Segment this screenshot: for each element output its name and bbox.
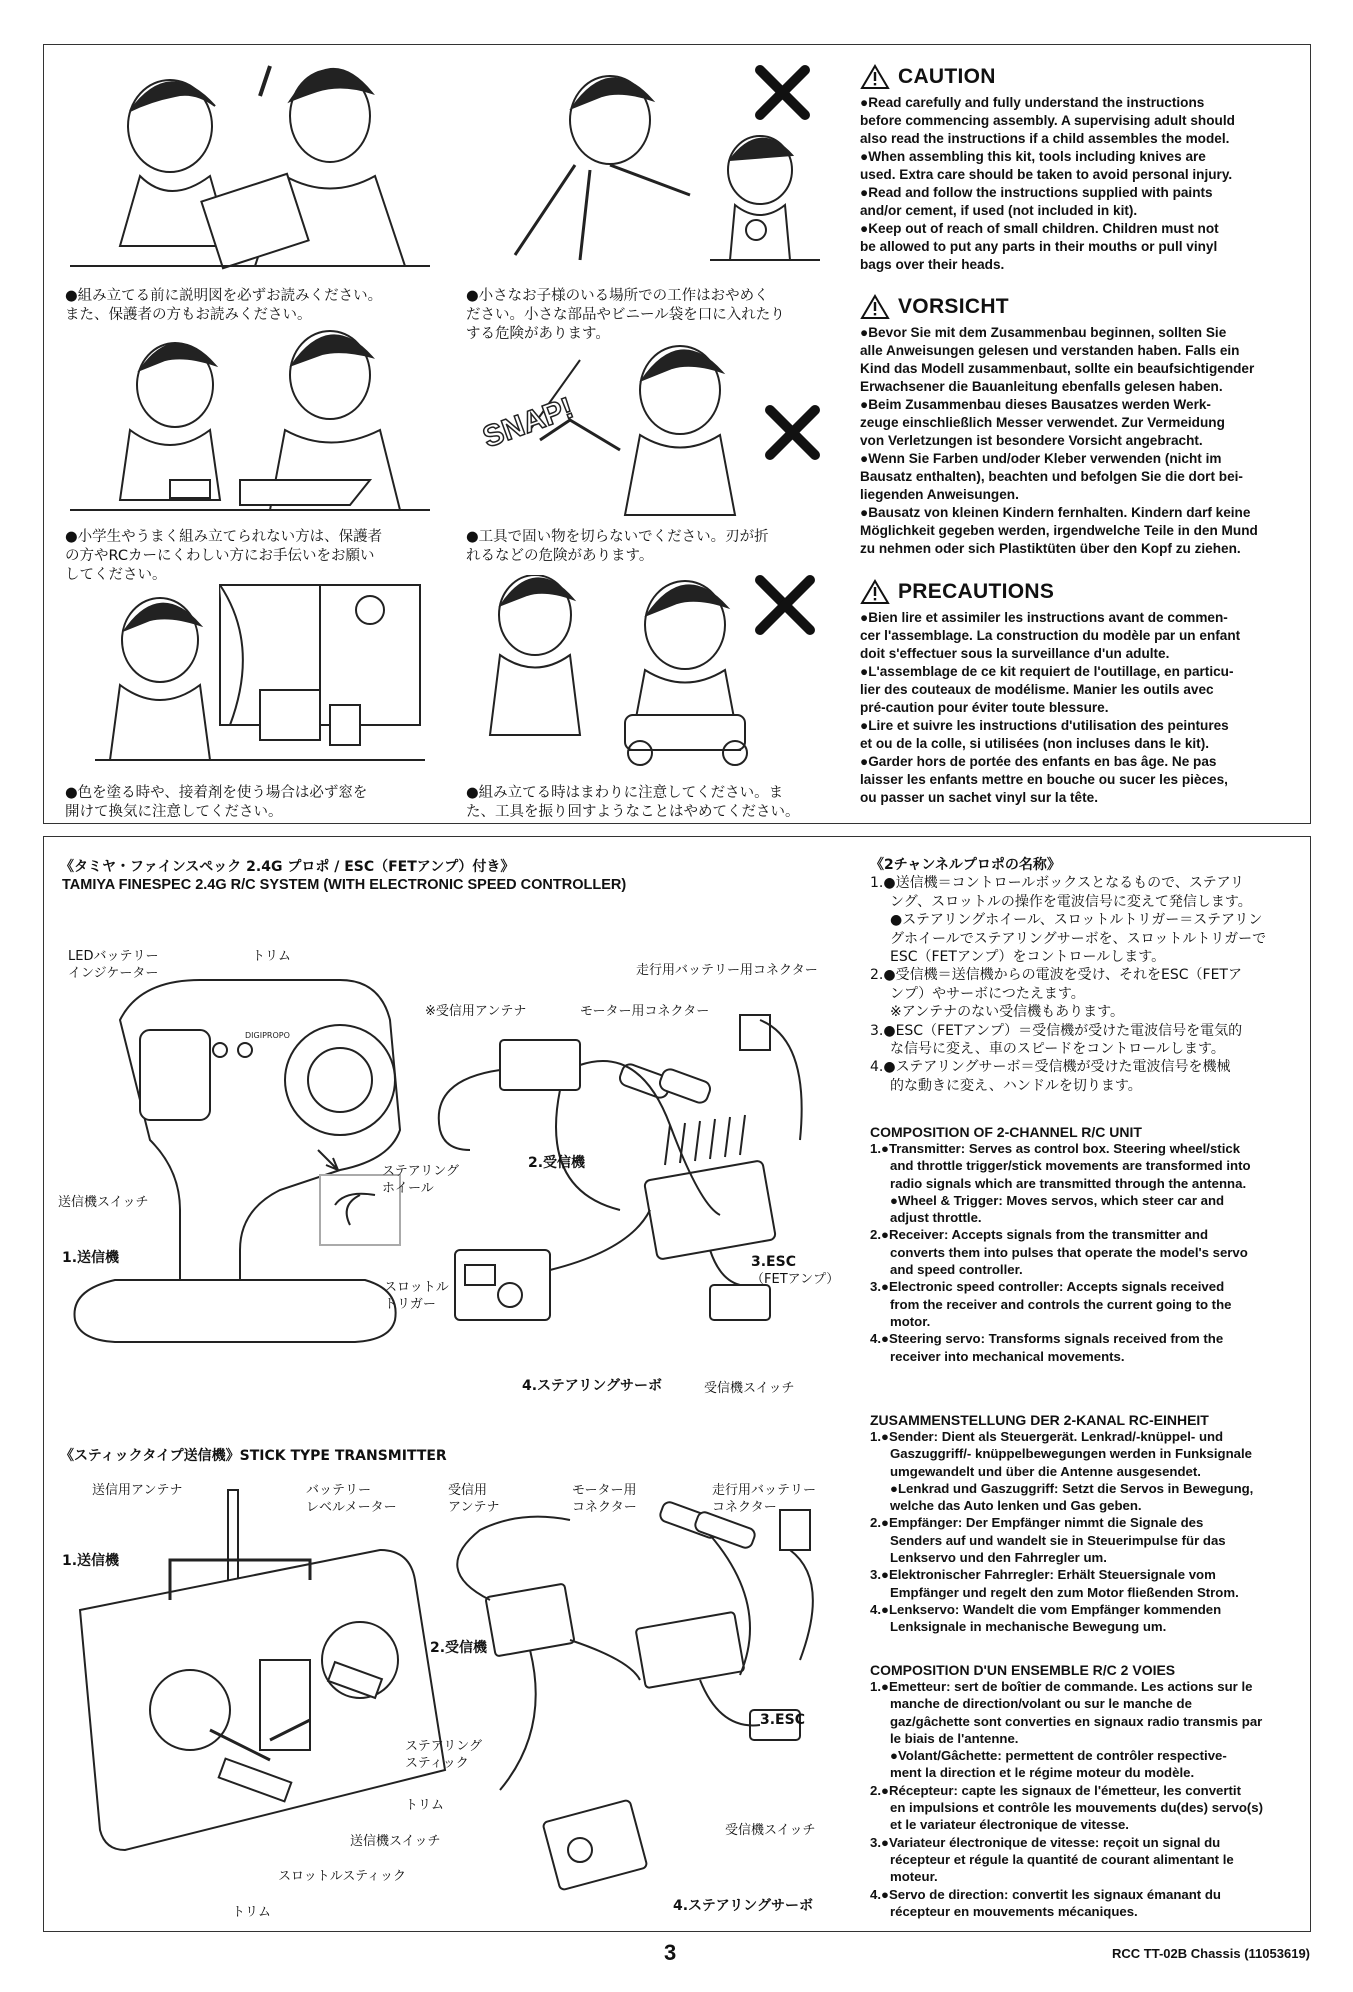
label-motor-connector: モーター用コネクター	[580, 1004, 710, 1019]
caption-ventilate: ●色を塗る時や、接着剤を使う場合は必ず窓を 開けて換気に注意してください。	[65, 785, 368, 820]
label-trim: トリム	[252, 949, 292, 964]
precautions-section	[860, 577, 1285, 807]
caption-small-parts: ●小さなお子様のいる場所での工作はおやめく ださい。小さな部品やビニール袋を口に入れたり する危険があります。	[466, 288, 785, 342]
label-tx-antenna: 送信用アンテナ	[92, 1483, 183, 1498]
label-battery-meter: バッテリー レベルメーター	[306, 1483, 397, 1515]
system1-title-en: TAMIYA FINESPEC 2.4G R/C SYSTEM (WITH ELECTRONIC SPEED CONTROLLER)	[62, 877, 627, 893]
label-battery-connector: 走行用バッテリー用コネクター	[636, 963, 818, 978]
label-battery-connector-2: 走行用バッテリー コネクター	[712, 1483, 817, 1515]
vorsicht-title: VORSICHT	[898, 295, 1009, 318]
warning-triangle-icon	[860, 294, 890, 320]
caption-no-hard-cutting: ●工具で固い物を切らないでください。刃が折 れるなどの危険があります。	[466, 529, 769, 564]
caution-title: CAUTION	[898, 65, 996, 88]
system2-title: 《スティックタイプ送信機》STICK TYPE TRANSMITTER	[60, 1448, 447, 1464]
label-transmitter-2: 1.送信機	[62, 1553, 120, 1569]
warning-triangle-icon	[860, 579, 890, 605]
stick-system-diagram	[60, 1480, 850, 1920]
snap-text: SNAP!	[478, 391, 578, 455]
caution-text: ●Read carefully and fully understand the instructions before commencing assembly. A supervising adult should also read the instructions if a child assembles the model. ●When assembling this kit, tools including knives are used. Extra care should be taken to avoid personal injury. ●Read and follow the instructions supplied with paints and/or cement, if used (not included in kit). ●Keep out of reach of small children. Children must not be allowed to put any parts in their mouths or pull vinyl bags over their heads.	[860, 95, 1235, 272]
caution-section	[860, 62, 1285, 274]
label-led-indicator: LEDバッテリー インジケーター	[68, 949, 159, 981]
label-steering-wheel: ステアリング ホイール	[382, 1164, 459, 1196]
label-trim-right: トリム	[405, 1798, 445, 1813]
label-throttle-stick: スロットルスティック	[278, 1869, 407, 1884]
vorsicht-text: ●Bevor Sie mit dem Zusammenbau beginnen, sollten Sie alle Anweisungen gelesen und verstanden haben. Falls ein Kind das Modell zusammenbaut, sollte ein beaufsichtigender Erwachsener die Bauanleitung ebenfalls gelesen haben. ●Beim Zusammenbau dieses Bausatzes werden Werk- zeuge einschließlich Messer verwendet. Zur Vermeidung von Verletzungen ist besondere Vorsicht angebracht. ●Wenn Sie Farben und/oder Kleber verwenden (nicht im Bausatz enthalten), beachten und befolgen Sie die dort bei- liegenden Anweisungen. ●Bausatz von kleinen Kindern fernhalten. Kindern darf keine Möglichkeit gegeben werden, irgendwelche Teile in den Mund zu nehmen oder sich Plastiktüten über den Kopf zu ziehen.	[860, 325, 1258, 556]
label-tx-switch: 送信機スイッチ	[58, 1195, 149, 1210]
illustration-tool-snap	[470, 340, 830, 520]
label-transmitter: 1.送信機	[62, 1250, 120, 1266]
rc-composition-en: COMPOSITION OF 2-CHANNEL R/C UNIT 1.●Transmitter: Serves as control box. Steering wheel/stick and throttle trigger/stick movements are transformed into radio signals which are transmitted through the antenna. ●Wheel & Trigger: Moves servos, which steer car and adjust throttle. 2.●Receiver: Accepts signals from the transmitter and converts them into pulses that operate the model's servo and speed controller. 3.●Electronic speed controller: Accepts signals received from the receiver and controls the current going to the motor. 4.●Steering servo: Transforms signals received from the receiver into mechanical movements.	[870, 1124, 1251, 1364]
label-tx-switch-2: 送信機スイッチ	[350, 1834, 441, 1849]
illustration-ventilation	[90, 580, 430, 770]
system1-title-jp: 《タミヤ・ファインスペック 2.4G プロポ / ESC（FETアンプ）付き》	[60, 859, 515, 875]
illustration-parent-helping	[60, 330, 440, 520]
page-number: 3	[664, 1940, 677, 1965]
label-rx-switch: 受信機スイッチ	[704, 1381, 795, 1396]
label-esc: 3.ESC （FETアンプ）	[751, 1254, 840, 1287]
rc-composition-fr: COMPOSITION D'UN ENSEMBLE R/C 2 VOIES 1.●Emetteur: sert de boîtier de commande. Les actions sur le manche de direction/volant ou sur le manche de gaz/gâchette sont converties en signaux radio transmis par le biais de l'antenne. ●Volant/Gâchette: permettent de contrôler respective- ment la direction et le régime moteur du modèle. 2.●Récepteur: capte les signaux de l'émetteur, les convertit en impulsions et contrôle les mouvements du(des) servo(s) et le variateur électronique de vitesse. 3.●Variateur électronique de vitesse: reçoit un signal du récepteur et régule la quantité de courant alimentant le moteur. 4.●Servo de direction: convertit les signaux émanant du récepteur en mouvements mécaniques.	[870, 1662, 1263, 1919]
vorsicht-section	[860, 292, 1285, 558]
caption-read-instructions: ●組み立てる前に説明図を必ずお読みください。 また、保護者の方もお読みください。	[65, 288, 383, 323]
label-rx-switch-2: 受信機スイッチ	[725, 1823, 816, 1838]
label-throttle-trigger: スロットル トリガー	[384, 1280, 449, 1312]
caption-ask-help: ●小学生やうまく組み立てられない方は、保護者 の方やRCカーにくわしい方にお手伝いをお願い してください。	[65, 529, 383, 583]
label-motor-connector-2: モーター用 コネクター	[572, 1483, 637, 1515]
label-receiver: 2.受信機	[528, 1155, 586, 1171]
label-trim-bottom: トリム	[232, 1905, 272, 1920]
label-receiver-2: 2.受信機	[430, 1640, 488, 1656]
rc-composition-de: ZUSAMMENSTELLUNG DER 2-KANAL RC-EINHEIT 1.●Sender: Dient als Steuergerät. Lenkrad/-knüppel- und Gaszuggriff/- knüppelbewegungen werden in Funksignale umgewandelt und über die Antenne ausgesendet. ●Lenkrad und Gaszuggriff: Setzt die Servos in Bewegung, welche das Auto lenken und Gas geben. 2.●Empfänger: Der Empfänger nimmt die Signale des Senders auf und wandelt sie in Steuerimpulse für das Lenkservo und den Fahrregler um. 3.●Elektronischer Fahrregler: Erhält Steuersignale vom Empfänger und regelt den zum Motor fließenden Strom. 4.●Lenkservo: Wandelt die vom Empfänger kommenden Lenksignale in mechanische Bewegung um.	[870, 1412, 1254, 1635]
precautions-text: ●Bien lire et assimiler les instructions avant de commen- cer l'assemblage. La construction du modèle par un enfant doit s'effectuer sous la surveillance d'un adulte. ●L'assemblage de ce kit requiert de l'outillage, en particu- lier des couteaux de modélisme. Manier les outils avec pré-caution pour éviter toute blessure. ●Lire et suivre les instructions d'utilisation des peintures et ou de la colle, si utilisées (non incluses dans le kit). ●Garder hors de portée des enfants en bas âge. Ne pas laisser les enfants mettre en bouche ou sucer les pièces, ou passer un sachet vinyl sur la tête.	[860, 610, 1241, 805]
illustration-small-children	[460, 60, 830, 275]
label-servo-2: 4.ステアリングサーボ	[673, 1898, 813, 1914]
illustration-reading-instructions	[60, 56, 440, 276]
label-rx-antenna: 受信用 アンテナ	[448, 1483, 500, 1515]
warning-triangle-icon	[860, 64, 890, 90]
transmitter-brand-label: DIGIPROPO	[245, 1031, 290, 1040]
model-code: RCC TT-02B Chassis (11053619)	[1112, 1946, 1310, 1961]
label-servo: 4.ステアリングサーボ	[522, 1378, 662, 1394]
caption-be-careful-around: ●組み立てる時はまわりに注意してください。ま た、工具を振り回すようなことはやめてください。	[466, 785, 800, 820]
rc-composition-jp: 《2チャンネルプロポの名称》 1.●送信機＝コントロールボックスとなるもので、ステアリ ング、スロットルの操作を電波信号に変えて発信します。 ●ステアリングホイール、スロットルトリガー＝ステアリン グホイールでステアリングサーボを、スロットルトリガーで ESC（FETアンプ）をコントロールします。 2.●受信機＝送信機からの電波を受け、それをESC（FETア ンプ）やサーボにつたえます。 ※アンテナのない受信機もあります。 3.●ESC（FETアンプ）＝受信機が受けた電波信号を電気的 な信号に変え、車のスピードをコントロールします。 4.●ステアリングサーボ＝受信機が受けた電波信号を機械 的な動きに変え、ハンドルを切ります。	[870, 857, 1267, 1094]
label-steering-stick: ステアリング スティック	[405, 1739, 482, 1771]
illustration-swinging-tools	[465, 575, 830, 775]
label-antenna: ※受信用アンテナ	[425, 1004, 527, 1019]
label-esc-2: 3.ESC	[760, 1712, 805, 1728]
precautions-title: PRECAUTIONS	[898, 580, 1055, 603]
